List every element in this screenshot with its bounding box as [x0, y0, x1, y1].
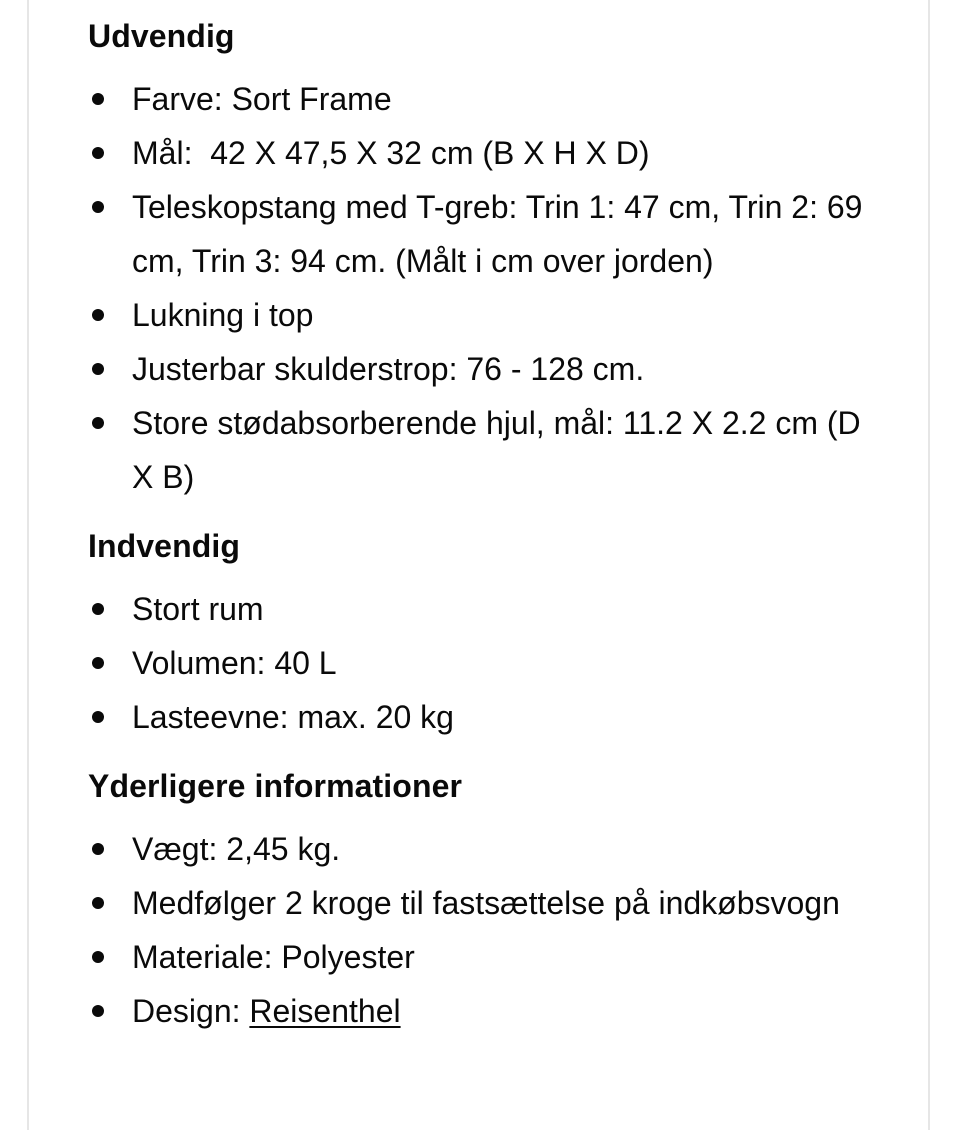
section-yderligere-informationer	[88, 762, 888, 1038]
brand-link-reisenthel[interactable]: Reisenthel	[249, 993, 401, 1029]
list-item: Materiale: Polyester	[88, 930, 888, 984]
section-indvendig	[88, 522, 888, 744]
section-udvendig	[88, 12, 888, 504]
section-heading-udvendig: Udvendig	[88, 18, 235, 54]
design-label: Design:	[132, 993, 250, 1029]
indvendig-list	[88, 582, 888, 744]
list-item: Volumen: 40 L	[88, 636, 888, 690]
bullet-icon	[92, 711, 104, 723]
list-item-design	[88, 984, 888, 1038]
list-item: Lasteevne: max. 20 kg	[88, 690, 888, 744]
yderligere-list	[88, 822, 888, 1038]
list-item: Teleskopstang med T-greb: Trin 1: 47 cm, Trin 2: 69 cm, Trin 3: 94 cm. (Målt i cm over jorden)	[88, 180, 888, 288]
list-item: Mål: 42 X 47,5 X 32 cm (B X H X D)	[88, 126, 888, 180]
bullet-icon	[92, 603, 104, 615]
bullet-icon	[92, 417, 104, 429]
product-details-card	[27, 0, 930, 1130]
list-item: Store stødabsorberende hjul, mål: 11.2 X 2.2 cm (D X B)	[88, 396, 888, 504]
bullet-icon	[92, 843, 104, 855]
bullet-icon	[92, 363, 104, 375]
list-item: Justerbar skulderstrop: 76 - 128 cm.	[88, 342, 888, 396]
list-item: Vægt: 2,45 kg.	[88, 822, 888, 876]
bullet-icon	[92, 147, 104, 159]
product-details-content	[88, 12, 888, 1038]
section-heading-indvendig: Indvendig	[88, 528, 241, 564]
bullet-icon	[92, 309, 104, 321]
bullet-icon	[92, 951, 104, 963]
list-item: Lukning i top	[88, 288, 888, 342]
udvendig-list	[88, 72, 888, 504]
bullet-icon	[92, 1005, 104, 1017]
bullet-icon	[92, 201, 104, 213]
bullet-icon	[92, 657, 104, 669]
bullet-icon	[92, 897, 104, 909]
bullet-icon	[92, 93, 104, 105]
list-item: Farve: Sort Frame	[88, 72, 888, 126]
list-item: Medfølger 2 kroge til fastsættelse på indkøbsvogn	[88, 876, 888, 930]
section-heading-yderligere: Yderligere informationer	[88, 768, 463, 804]
list-item: Stort rum	[88, 582, 888, 636]
